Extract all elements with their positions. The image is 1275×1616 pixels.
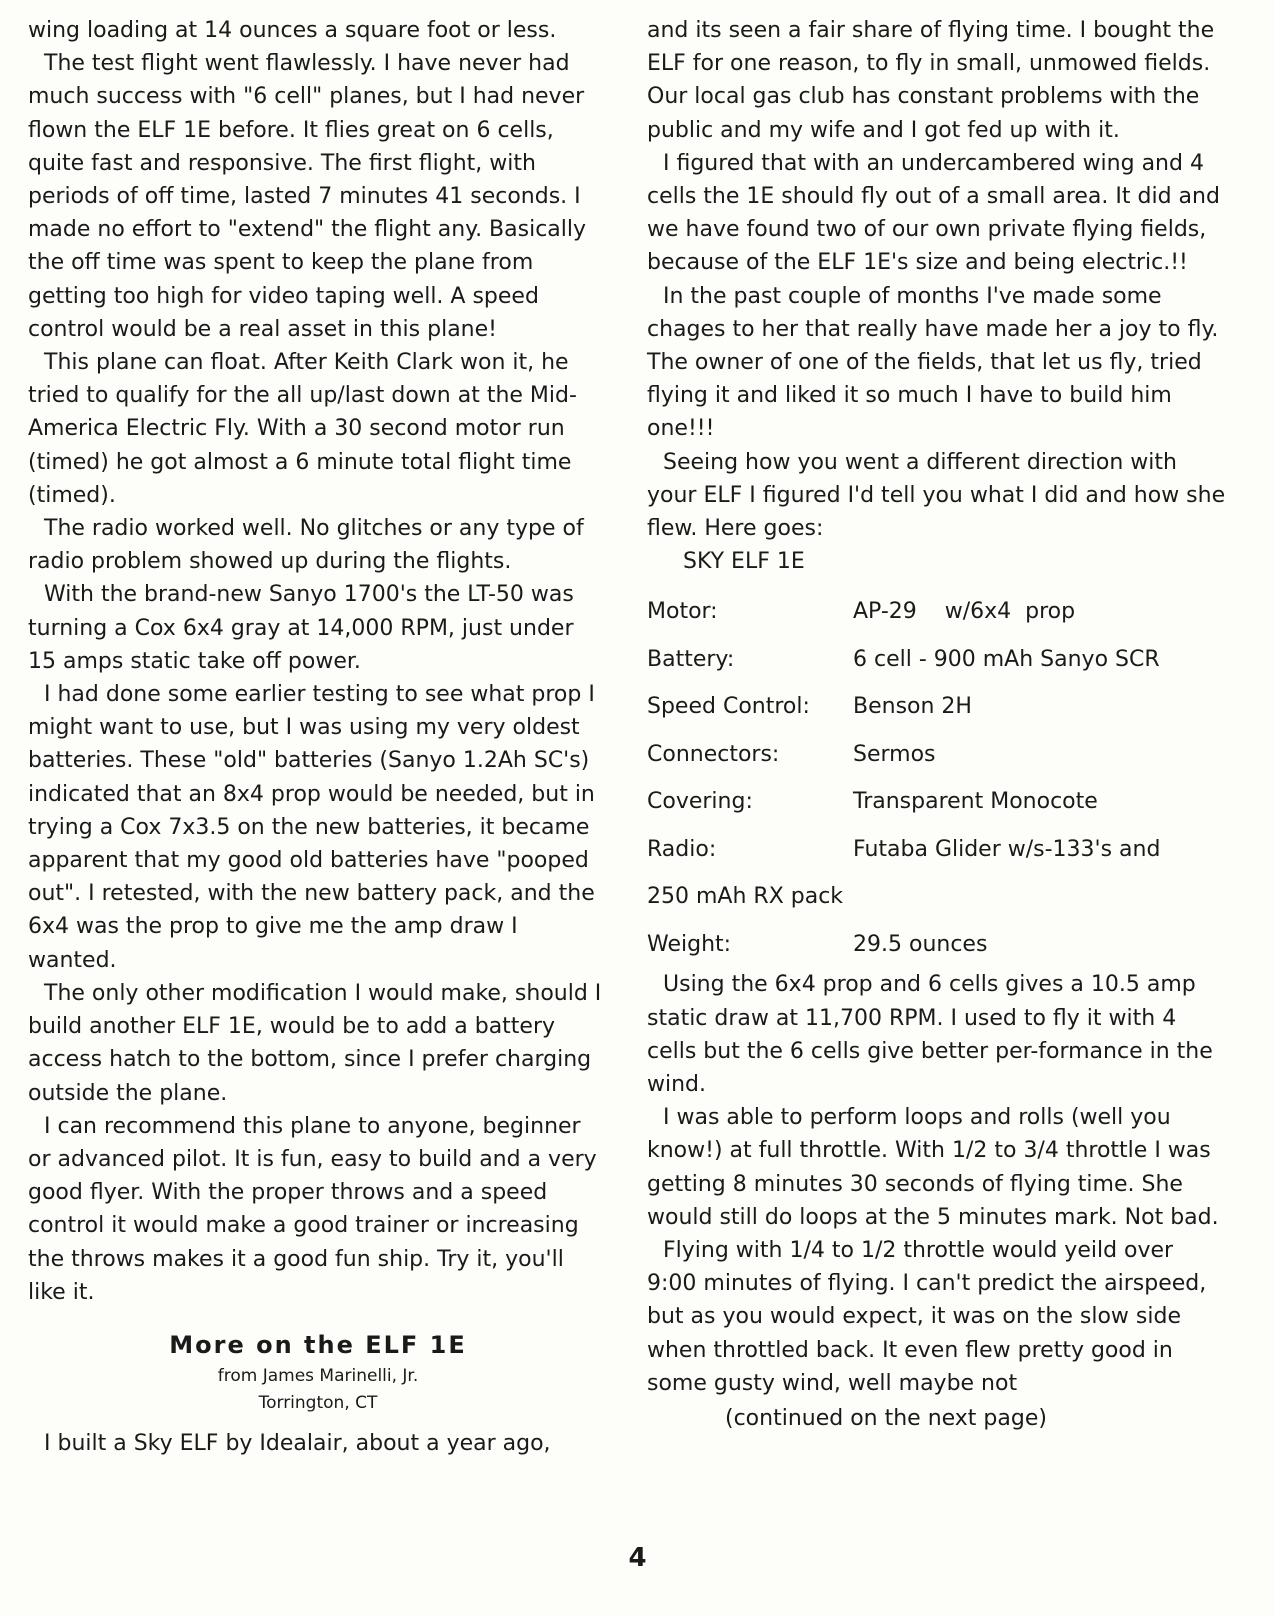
spec-label: Weight: [647, 931, 732, 957]
continued-note: (continued on the next page) [725, 1406, 1047, 1432]
left-column [28, 14, 608, 1460]
spec-row-weight [647, 921, 1227, 969]
spec-title: SKY ELF 1E [683, 549, 805, 575]
spec-label: Motor: [647, 599, 718, 625]
left-paragraph-5: With the brand-new Sanyo 1700's the LT-50 was turning a Cox 6x4 gray at 14,000 RPM, just under 15 amps static take off power. [28, 582, 574, 674]
article-location: Torrington, CT [258, 1392, 378, 1413]
left-paragraph-8: I can recommend this plane to anyone, beginner or advanced pilot. It is fun, easy to build and a very good flyer. With the proper throws and a speed control it would make a good trainer or increasing the throws makes it a good fun ship. Try it, you'll like it. [28, 1113, 597, 1305]
spec-value: 29.5 ounces [853, 931, 988, 957]
spec-row-connectors [647, 731, 1227, 779]
right-paragraph-1: and its seen a fair share of flying time. I bought the ELF for one reason, to fly in small, unmowed fields. Our local gas club has constant problems with the public and my wife and I got fed up with it. [647, 18, 1215, 143]
spec-value: Futaba Glider w/s-133's and [853, 836, 1161, 862]
left-paragraph-7: The only other modification I would make, should I build another ELF 1E, would be to add a battery access hatch to the bottom, since I prefer charging outside the plane. [28, 980, 602, 1106]
spec-row-battery [647, 636, 1227, 684]
right-paragraph-4: Seeing how you went a different direction with your ELF I figured I'd tell you what I did and how she flew. Here goes: [647, 449, 1226, 542]
spec-value: Benson 2H [853, 694, 972, 720]
spec-value: Sermos [853, 741, 936, 767]
spec-label: Battery: [647, 646, 735, 672]
spec-row-radio-continued [647, 873, 1227, 921]
spec-label: Connectors: [647, 741, 780, 767]
page-number: 4 [628, 1543, 647, 1573]
right-paragraph-7: Flying with 1/4 to 1/2 throttle would yeild over 9:00 minutes of flying. I can't predict the airspeed, but as you would expect, it was on the slow side when throttled back. It even flew pretty good in some gusty wind, well maybe not [647, 1238, 1207, 1396]
article-heading [28, 1327, 608, 1417]
right-paragraph-5: Using the 6x4 prop and 6 cells gives a 10.5 amp static draw at 11,700 RPM. I used to fly it with 4 cells but the 6 cells give better per-formance in the wind. [647, 972, 1213, 1098]
right-column [647, 14, 1227, 1435]
spec-row-motor [647, 588, 1227, 636]
spec-label: Covering: [647, 789, 753, 815]
right-paragraph-2: I figured that with an undercambered wing and 4 cells the 1E should fly out of a small area. It did and we have found two of our own private flying fields, because of the ELF 1E's size and being electric.!! [647, 150, 1220, 276]
spec-value: 250 mAh RX pack [647, 884, 844, 910]
right-paragraph-6: I was able to perform loops and rolls (well you know!) at full throttle. With 1/2 to 3/4 throttle I was getting 8 minutes 30 seconds of flying time. She would still do loops at the 5 minutes mark. Not bad. [647, 1105, 1219, 1230]
spec-value: AP-29 w/6x4 prop [853, 599, 1076, 625]
spec-row-radio [647, 826, 1227, 874]
article-title: More on the ELF 1E [169, 1330, 467, 1359]
spec-label: Radio: [647, 836, 717, 862]
spec-value: 6 cell - 900 mAh Sanyo SCR [853, 646, 1160, 672]
right-paragraph-3: In the past couple of months I've made some chages to her that really have made her a joy to fly. The owner of one of the fields, that let us fly, tried flying it and liked it so much I have to build him one!!! [647, 283, 1219, 442]
left-paragraph-9: I built a Sky ELF by Idealair, about a year ago, [44, 1430, 551, 1456]
spec-label: Speed Control: [647, 694, 810, 720]
left-paragraph-3: This plane can float. After Keith Clark won it, he tried to qualify for the all up/last down at the Mid-America Electric Fly. With a 30 second motor run (timed) he got almost a 6 minute total flight time (timed). [28, 350, 577, 508]
spec-row-speed-control [647, 683, 1227, 731]
spec-row-covering [647, 778, 1227, 826]
left-paragraph-2: The test flight went flawlessly. I have never had much success with "6 cell" planes, but I had never flown the ELF 1E before. It flies great on 6 cells, quite fast and responsive. The first flight, with periods of off time, lasted 7 minutes 41 seconds. I made no effort to "extend" the flight any. Basically the off time was spent to keep the plane from getting too high for video taping well. A speed control would be a real asset in this plane! [28, 51, 587, 342]
left-paragraph-1: wing loading at 14 ounces a square foot or less. [28, 18, 557, 43]
article-author: from James Marinelli, Jr. [217, 1365, 419, 1386]
spec-value: Transparent Monocote [853, 789, 1098, 815]
left-paragraph-6: I had done some earlier testing to see what prop I might want to use, but I was using my very oldest batteries. These "old" batteries (Sanyo 1.2Ah SC's) indicated that an 8x4 prop would be needed, but in trying a Cox 7x3.5 on the new batteries, it became apparent that my good old batteries have "pooped out". I retested, with the new battery pack, and the 6x4 was the prop to give me the amp draw I wanted. [28, 682, 595, 973]
spec-table [647, 588, 1227, 968]
left-paragraph-4: The radio worked well. No glitches or any type of radio problem showed up during the flights. [28, 516, 584, 575]
